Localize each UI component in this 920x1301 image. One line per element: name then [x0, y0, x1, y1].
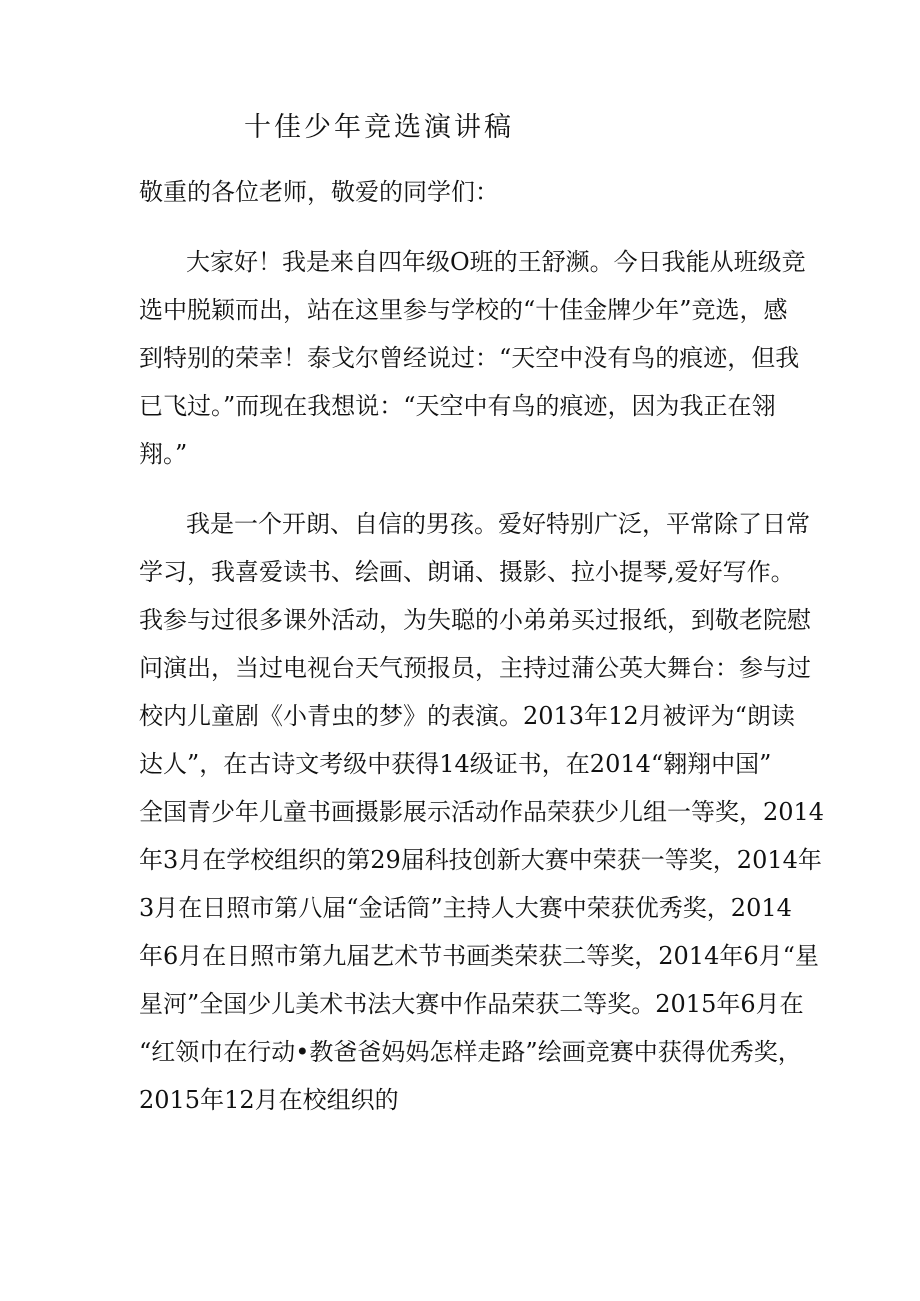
paragraph-line: 到特别的荣幸！泰戈尔曾经说过：“天空中没有鸟的痕迹，但我: [139, 344, 800, 372]
paragraph-line: 2015年12月在校组织的: [139, 1086, 399, 1114]
paragraph-line: 3月在日照市第八届“金话筒”主持人大赛中荣获优秀奖，2014: [139, 894, 792, 922]
paragraph-line: “红领巾在行动•教爸爸妈妈怎样走路”绘画竞赛中获得优秀奖，: [139, 1038, 802, 1066]
paragraph-line: 年3月在学校组织的第29届科技创新大赛中荣获一等奖，2014年: [139, 846, 822, 874]
paragraph-line: 年6月在日照市第九届艺术节书画类荣获二等奖，2014年6月“星: [139, 942, 819, 970]
paragraph-line: 我参与过很多课外活动，为失聪的小弟弟买过报纸，到敬老院慰: [139, 606, 811, 634]
paragraph-line: 星河”全国少儿美术书法大赛中作品荣获二等奖。2015年6月在: [139, 990, 804, 1018]
paragraph-line: 大家好！我是来自四年级O班的王舒濒。今日我能从班级竞: [186, 248, 806, 276]
paragraph-line: 选中脱颖而出，站在这里参与学校的“十佳金牌少年”竞选，感: [139, 296, 788, 324]
paragraph-line: 学习，我喜爱读书、绘画、朗诵、摄影、拉小提琴,爱好写作。: [139, 558, 795, 586]
paragraph-line: 我是一个开朗、自信的男孩。爱好特别广泛，平常除了日常: [186, 510, 810, 538]
page-title: 十佳少年竞选演讲稿: [244, 112, 514, 143]
paragraph-line: 校内儿童剧《小青虫的梦》的表演。2013年12月被评为“朗读: [139, 702, 795, 730]
salutation: 敬重的各位老师，敬爱的同学们：: [139, 178, 499, 206]
paragraph-line: 已飞过。”而现在我想说：“天空中有鸟的痕迹，因为我正在翎: [139, 392, 776, 420]
paragraph-line: 全国青少年儿童书画摄影展示活动作品荣获少儿组一等奖，2014: [139, 798, 825, 826]
paragraph-line: 翔。”: [139, 440, 188, 468]
paragraph-line: 问演出，当过电视台天气预报员，主持过蒲公英大舞台：参与过: [139, 654, 811, 682]
paragraph-line: 达人”，在古诗文考级中获得14级证书，在2014“翱翔中国”: [139, 750, 772, 778]
